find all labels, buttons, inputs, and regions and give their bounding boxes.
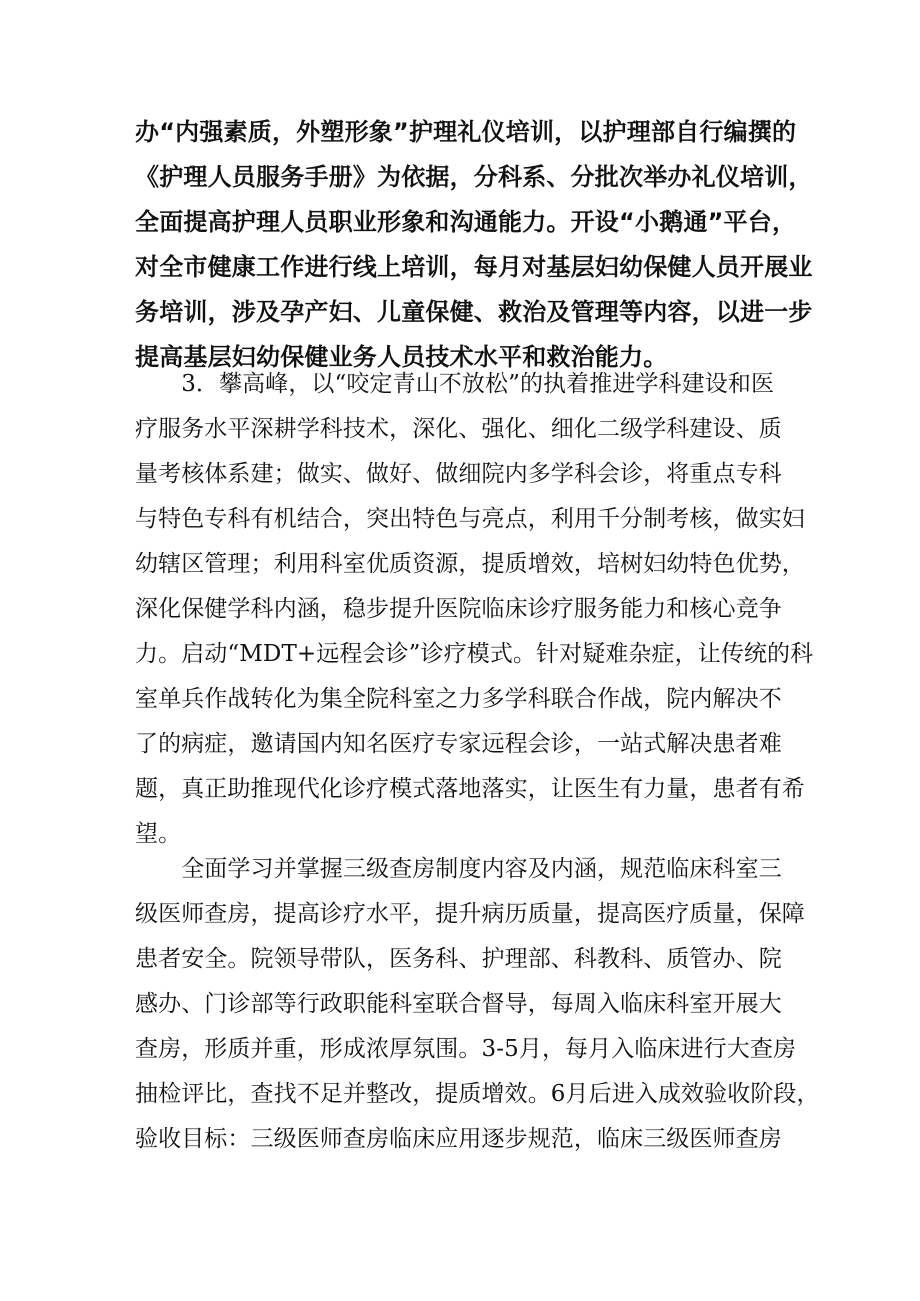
text-line: 疗服务水平深耕学科技术，深化、强化、细化二级学科建设、质 [135,416,782,442]
text-line: 量考核体系建；做实、做好、做细院内多学科会诊，将重点专科 [135,461,782,487]
paragraph-training [135,110,813,380]
text-line: 感办、门诊部等行政职能科室联合督导，每周入临床科室开展大 [135,991,782,1017]
text-line: 与特色专科有机结合，突出特色与亮点，利用千分制考核，做实妇 [135,506,805,532]
text-line: 办“内强素质，外塑形象”护理礼仪培训，以护理部自行编撰的 [135,118,797,146]
text-line: 对全市健康工作进行线上培训，每月对基层妇幼保健人员开展业 [135,253,813,281]
text-line: 级医师查房，提高诊疗水平，提升病历质量，提高医疗质量，保障 [135,901,805,927]
text-line: 室单兵作战转化为集全院科室之力多学科联合作战，院内解决不 [135,686,782,712]
text-line: 幼辖区管理；利用科室优质资源，提质增效，培树妇幼特色优势， [135,551,805,577]
paragraph-ward-rounds [135,847,820,1162]
text-line: 望。 [135,821,182,847]
text-line: 抽检评比，查找不足并整改，提质增效。6月后进入成效验收阶段， [135,1081,820,1107]
text-line: 深化保健学科内涵，稳步提升医院临床诊疗服务能力和核心竞争 [135,596,782,622]
text-line: 全面提高护理人员职业形象和沟通能力。开设“小鹅通”平台， [135,208,797,236]
text-line: 患者安全。院领导带队，医务科、护理部、科教科、质管办、院 [135,946,782,972]
text-line: 题，真正助推现代化诊疗模式落地落实，让医生有力量，患者有希 [135,776,805,802]
paragraph-discipline-building [135,362,814,857]
text-line: 提高基层妇幼保健业务人员技术水平和救治能力。 [135,343,668,371]
text-line: 务培训，涉及孕产妇、儿童保健、救治及管理等内容，以进一步 [135,298,813,326]
text-line: 了的病症，邀请国内知名医疗专家远程会诊，一站式解决患者难 [135,731,782,757]
text-line: 查房，形质并重，形成浓厚氛围。3-5月，每月入临床进行大查房 [135,1036,797,1062]
text-line: 《护理人员服务手册》为依据，分科系、分批次举办礼仪培训， [135,163,813,191]
text-line: 验收目标：三级医师查房临床应用逐步规范，临床三级医师查房 [135,1126,782,1152]
text-line: 全面学习并掌握三级查房制度内容及内涵，规范临床科室三 [135,856,782,882]
text-line: 力。启动“MDT+远程会诊”诊疗模式。针对疑难杂症，让传统的科 [135,641,814,667]
text-line: 3．攀高峰，以“咬定青山不放松”的执着推进学科建设和医 [135,371,775,397]
